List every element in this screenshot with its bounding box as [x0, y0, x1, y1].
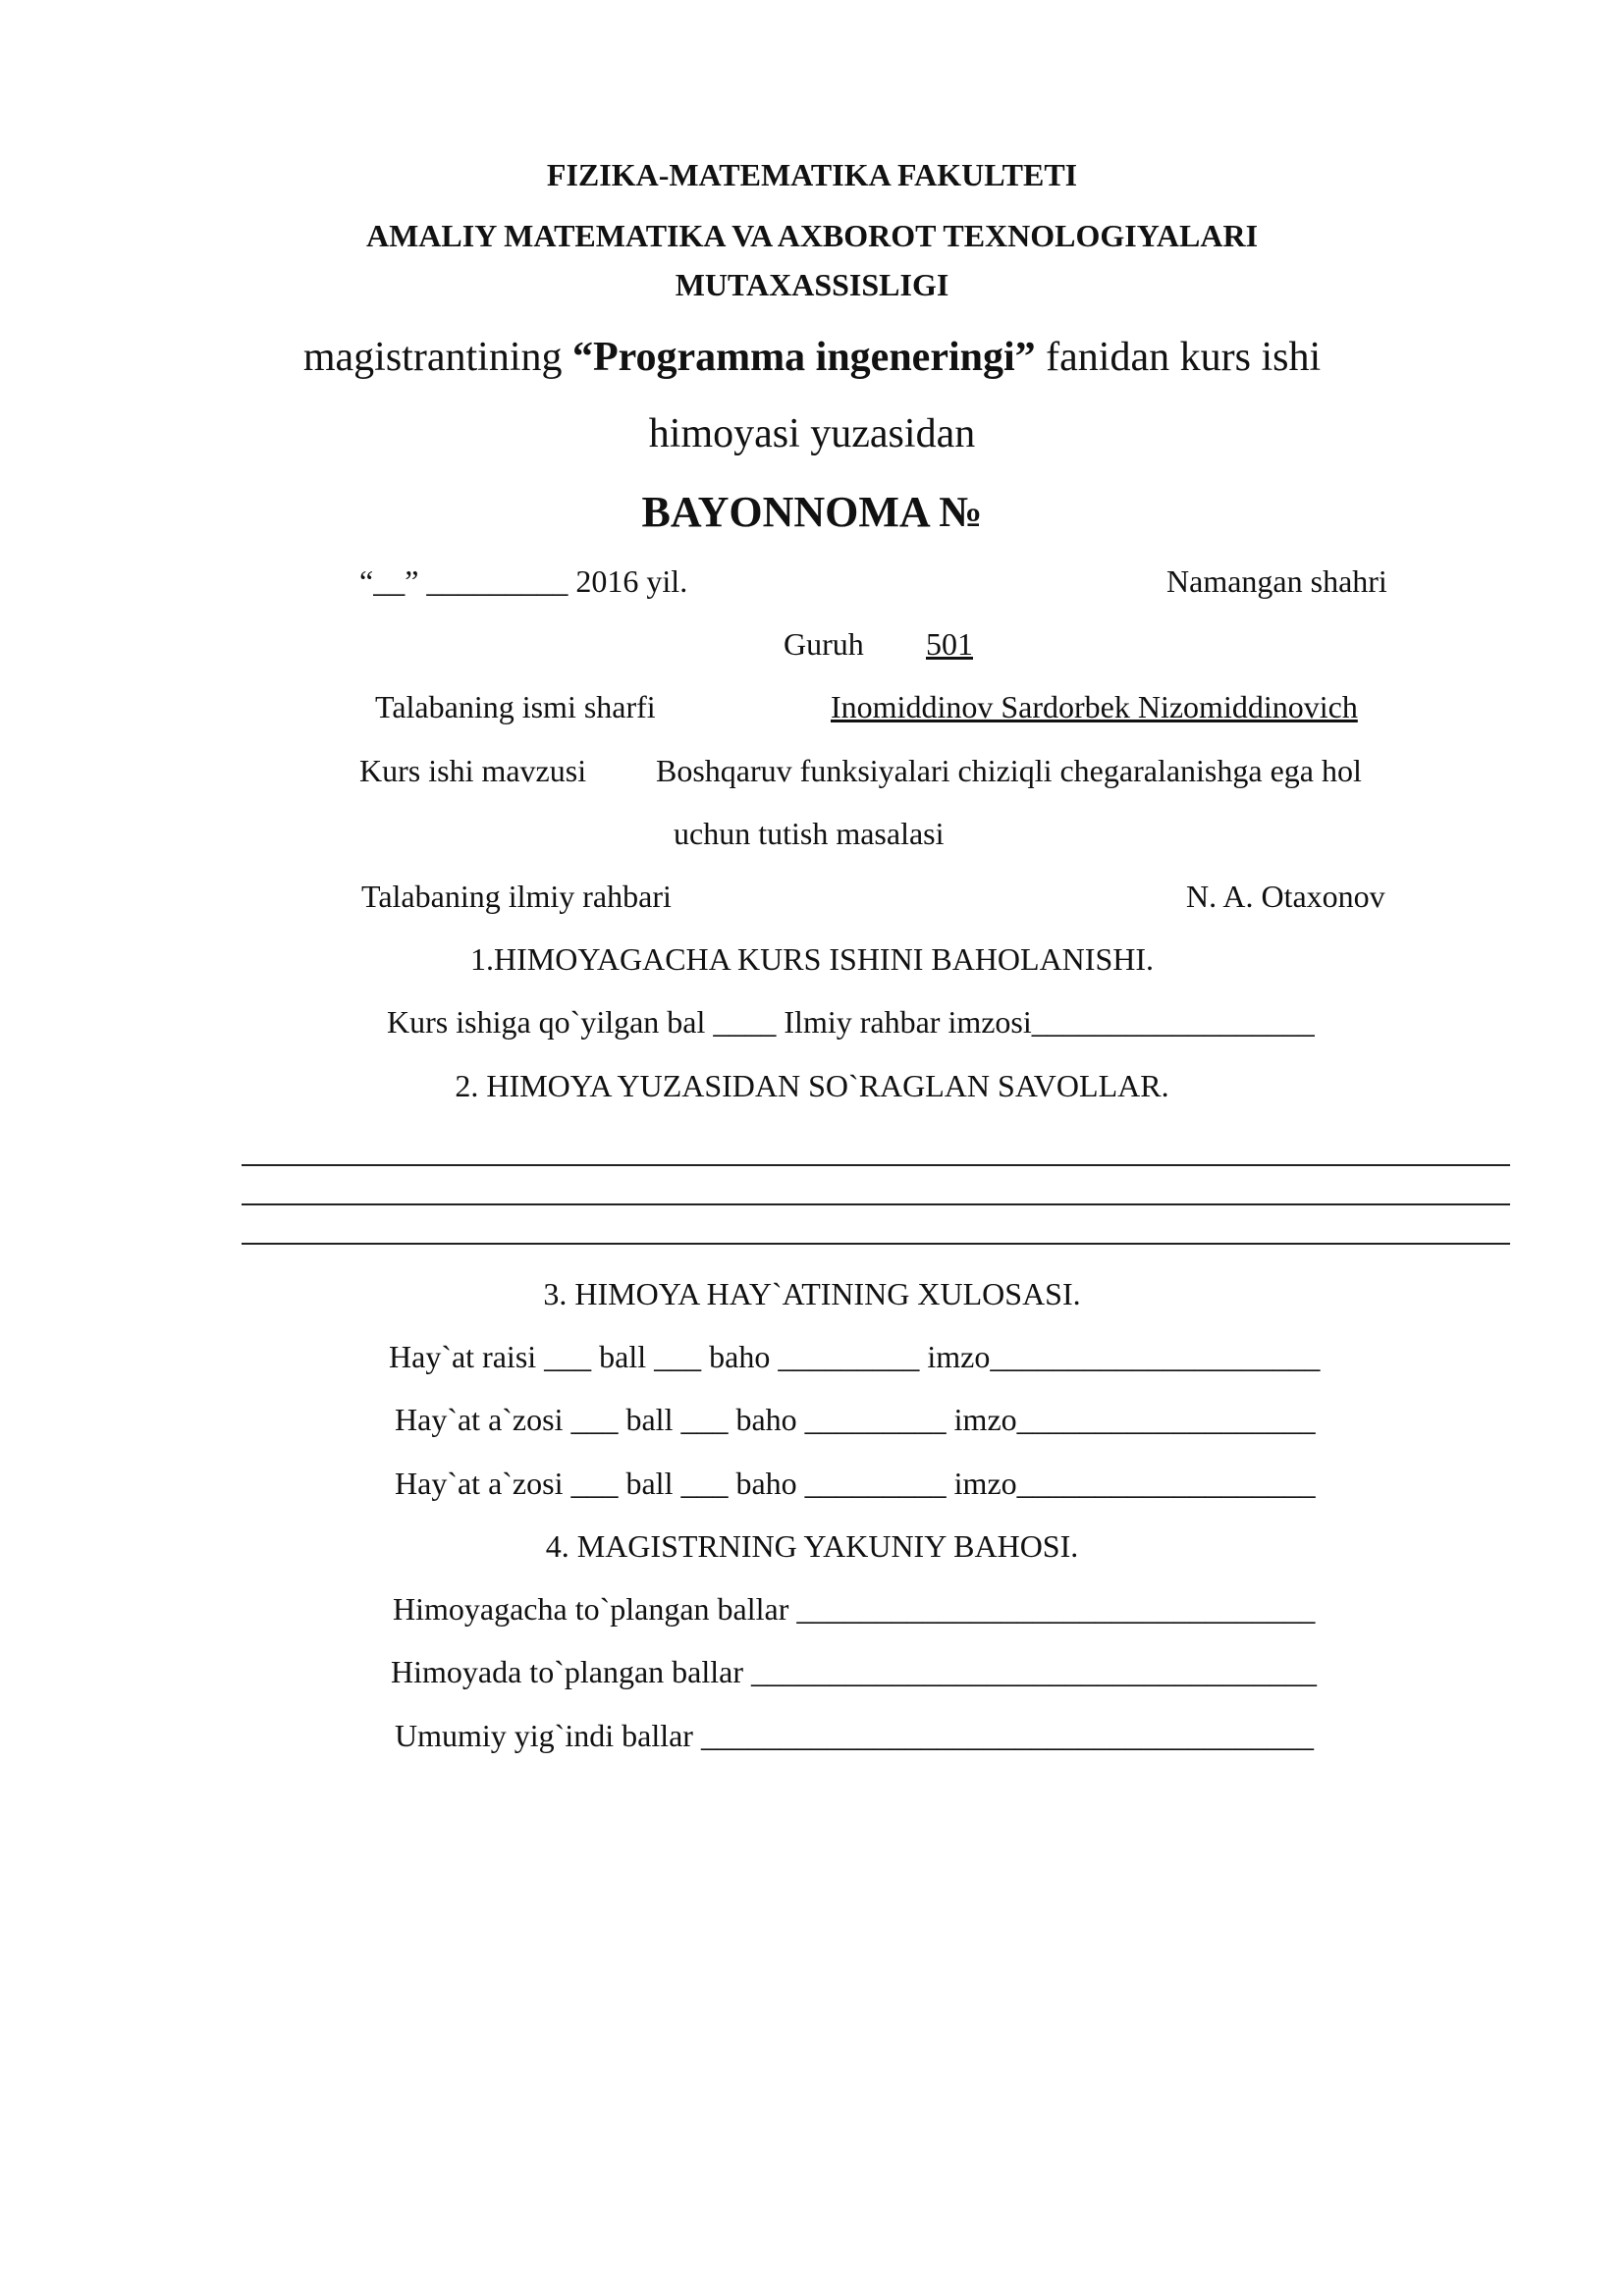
section1-heading: 1.HIMOYAGACHA KURS ISHINI BAHOLANISHI.	[469, 941, 1154, 977]
answer-line	[242, 1164, 1510, 1166]
specialty-heading-line2: MUTAXASSISLIGI	[675, 267, 949, 302]
subtitle-line2: himoyasi yuzasidan	[648, 411, 976, 456]
final-score-row: Himoyagacha to`plangan ballar _________________________________	[393, 1591, 1316, 1627]
supervisor-label: Talabaning ilmiy rahbari	[361, 879, 672, 914]
section1-grade-line: Kurs ishiga qo`yilgan bal ____ Ilmiy rahbar imzosi__________________	[387, 1004, 1315, 1040]
final-score-row: Umumiy yig`indi ballar _______________________________________	[395, 1718, 1314, 1753]
date-line: “__” _________ 2016 yil.	[359, 563, 688, 599]
topic-label: Kurs ishi mavzusi	[359, 753, 587, 788]
group-label: Guruh	[784, 626, 864, 662]
specialty-heading-line1: AMALIY MATEMATIKA VA AXBOROT TEXNOLOGIYALARI	[365, 218, 1259, 253]
committee-row: Hay`at a`zosi ___ ball ___ baho _________ imzo___________________	[395, 1402, 1316, 1437]
section4-heading: 4. MAGISTRNING YAKUNIY BAHOSI.	[545, 1528, 1079, 1564]
subtitle-line1	[0, 334, 1624, 381]
topic-line2: uchun tutish masalasi	[674, 816, 945, 851]
faculty-heading: FIZIKA-MATEMATIKA FAKULTETI	[546, 157, 1078, 192]
city-name: Namangan shahri	[1166, 563, 1387, 599]
student-name-label: Talabaning ismi sharfi	[375, 689, 656, 724]
section3-heading: 3. HIMOYA HAY`ATINING XULOSASI.	[543, 1276, 1081, 1311]
committee-row: Hay`at raisi ___ ball ___ baho _________ imzo_____________________	[389, 1339, 1321, 1374]
answer-line	[242, 1243, 1510, 1245]
document-title: BAYONNOMA №	[641, 488, 983, 536]
section2-heading: 2. HIMOYA YUZASIDAN SO`RAGLAN SAVOLLAR.	[455, 1068, 1169, 1103]
group-value: 501	[926, 626, 973, 662]
supervisor-name: N. A. Otaxonov	[1186, 879, 1385, 914]
student-name-value: Inomiddinov Sardorbek Nizomiddinovich	[831, 689, 1358, 724]
subtitle-prefix: magistrantining	[302, 335, 572, 380]
final-score-row: Himoyada to`plangan ballar ____________________________________	[391, 1654, 1317, 1689]
topic-line1: Boshqaruv funksiyalari chiziqli chegaralanishga ega hol	[656, 753, 1362, 788]
course-name: “Programma ingeneringi”	[572, 335, 1036, 380]
answer-line	[242, 1203, 1510, 1205]
subtitle-suffix: fanidan kurs ishi	[1035, 335, 1322, 380]
committee-row: Hay`at a`zosi ___ ball ___ baho _________ imzo___________________	[395, 1466, 1316, 1501]
